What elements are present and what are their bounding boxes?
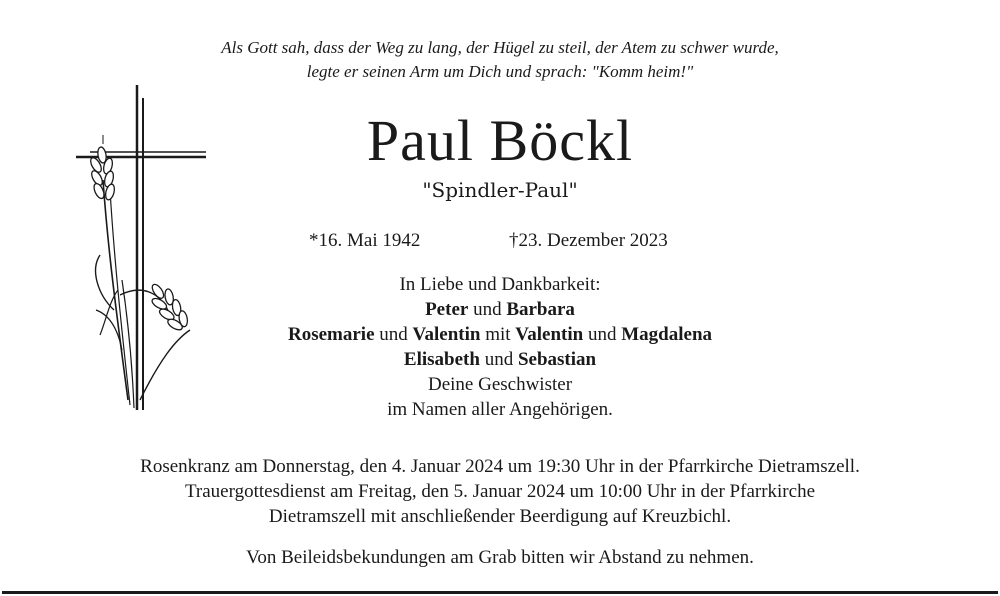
mourner-name: Valentin xyxy=(515,324,584,345)
quote-line-2: legte er seinen Arm um Dich und sprach: "Komm heim!" xyxy=(306,62,694,81)
family-line-2 xyxy=(0,322,1000,347)
quote-line-1: Als Gott sah, dass der Weg zu lang, der Hügel zu steil, der Atem zu schwer wurde, xyxy=(221,38,779,57)
mourner-name: Elisabeth xyxy=(403,349,480,370)
conjunction: und xyxy=(484,349,514,370)
rosary-info: Rosenkranz am Donnerstag, den 4. Januar 2024 um 19:30 Uhr in der Pfarrkirche Dietramszell. xyxy=(140,456,860,477)
mourners-block xyxy=(0,272,1000,422)
conjunction: und xyxy=(473,299,502,320)
mourner-name: Magdalena xyxy=(621,324,713,345)
service-details xyxy=(0,454,1000,529)
siblings-line: Deine Geschwister xyxy=(427,374,573,395)
mourner-name: Sebastian xyxy=(517,349,597,370)
conjunction: mit xyxy=(485,324,511,345)
family-line-1 xyxy=(0,297,1000,322)
birth-date: *16. Mai 1942 xyxy=(309,230,421,251)
mourner-name: Barbara xyxy=(506,299,575,320)
family-line-3 xyxy=(0,347,1000,372)
memorial-quote xyxy=(0,36,1000,84)
burial-info: Dietramszell mit anschließender Beerdigung auf Kreuzbichl. xyxy=(268,506,732,527)
deceased-nickname: "Spindler-Paul" xyxy=(422,178,578,202)
relatives-line: im Namen aller Angehörigen. xyxy=(387,399,613,420)
mourner-name: Rosemarie xyxy=(287,324,375,345)
death-date: †23. Dezember 2023 xyxy=(509,230,668,251)
funeral-mass-info: Trauergottesdienst am Freitag, den 5. Januar 2024 um 10:00 Uhr in der Pfarrkirche xyxy=(184,481,816,502)
family-intro: In Liebe und Dankbarkeit: xyxy=(399,274,601,295)
deceased-name: Paul Böckl xyxy=(366,108,634,173)
mourner-name: Valentin xyxy=(412,324,481,345)
conjunction: und xyxy=(587,324,617,345)
condolence-note: Von Beileidsbekundungen am Grab bitten wir Abstand zu nehmen. xyxy=(246,547,754,568)
mourner-name: Peter xyxy=(425,299,469,320)
conjunction: und xyxy=(379,324,408,345)
